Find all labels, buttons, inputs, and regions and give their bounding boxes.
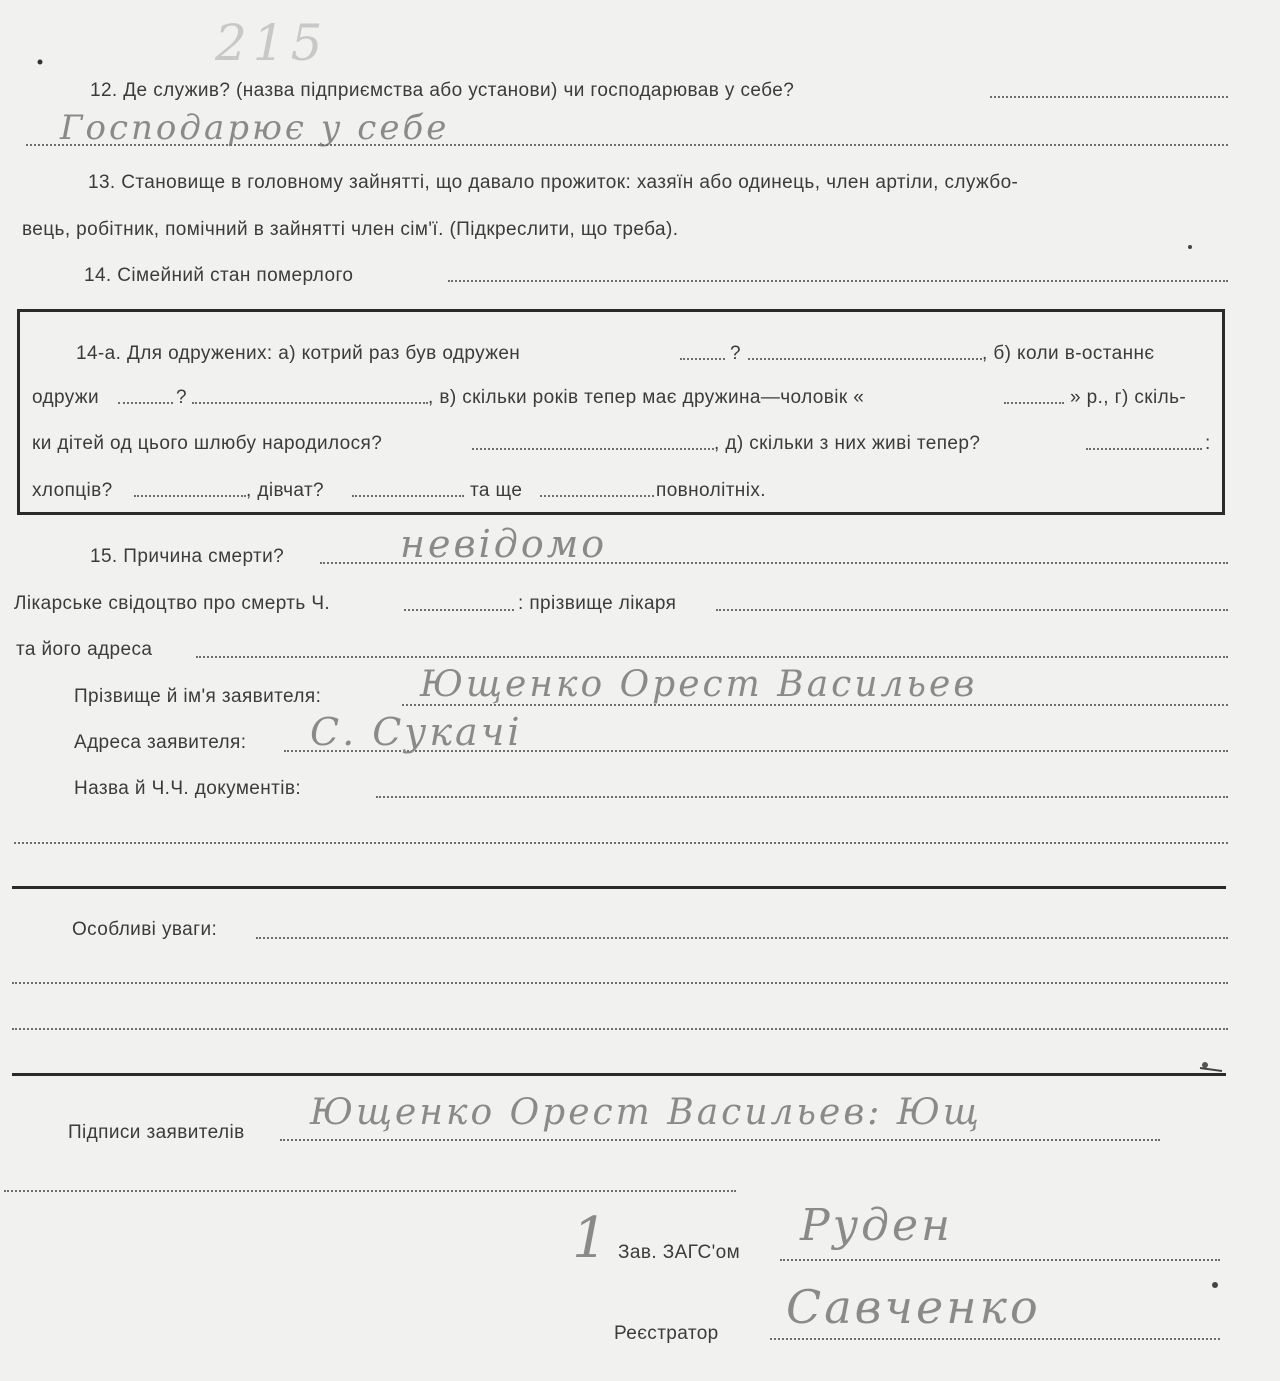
q14a-l4-d: повнолітніх. (656, 480, 766, 501)
left-pencil-mark: 1 (572, 1206, 611, 1271)
q14a-l3-c: : (1205, 433, 1211, 454)
med-cert-label: Лікарське свідоцтво про смерть Ч. (14, 593, 331, 614)
q14a-l2-b: , в) скільки років тепер має дружина—чоловік « (428, 387, 865, 408)
q14a-l3-b: , д) скільки з них живі тепер? (714, 433, 981, 454)
q14a-l4-a: хлопців? (32, 480, 113, 501)
notes-label: Особливі уваги: (72, 919, 218, 940)
zags-signature-handwritten: Руден (800, 1200, 954, 1251)
q15-label: 15. Причина смерти? (90, 546, 285, 567)
registrar-label: Реєстратор (614, 1323, 719, 1344)
doctor-address-label: та його адреса (16, 639, 153, 660)
med-doctor-label: : прізвище лікаря (518, 593, 677, 614)
q14a-l2-a: одружи (32, 387, 100, 408)
q14a-l1-a: 14-а. Для одружених: а) котрий раз був одружен (76, 343, 521, 364)
q14a-l4-b: , дівчат? (246, 480, 325, 501)
q14-label: 14. Сімейний стан померлого (84, 265, 354, 286)
q12-label: 12. Де служив? (назва підприємства або установи) чи господарював у себе? (90, 80, 795, 101)
q14a-l3-a: ки дітей од цього шлюбу народилося? (32, 433, 383, 454)
applicant-name-handwritten: Ющенко Орест Васильев (420, 664, 978, 705)
signatures-label: Підписи заявителів (68, 1122, 245, 1143)
q14a-l2-c: » р., г) скіль- (1070, 387, 1187, 408)
q14a-l2-q: ? (176, 387, 187, 408)
q12-handwritten-answer: Господарює у себе (60, 108, 450, 148)
applicant-address-handwritten: С. Сукачі (310, 710, 523, 754)
q14a-l1-b: , б) коли в-останнє (982, 343, 1155, 364)
q13-line1: 13. Становище в головному зайнятті, що давало прожиток: хазяїн або одинець, член артіли, службо- (88, 172, 1019, 193)
zags-label: Зав. ЗАГС'ом (618, 1242, 741, 1263)
applicant-signature-handwritten: Ющенко Орест Васильев: Ющ (310, 1092, 982, 1133)
q13-line2: вець, робітник, помічний в зайнятті член сім'ї. (Підкреслити, що треба). (22, 219, 679, 240)
documents-label: Назва й Ч.Ч. документів: (74, 778, 302, 799)
top-pencil-number: 215 (215, 14, 329, 72)
applicant-name-label: Прізвище й ім'я заявителя: (74, 686, 322, 707)
q14a-l1-q: ? (730, 343, 741, 364)
registrar-signature-handwritten: Савченко (786, 1280, 1041, 1334)
q15-handwritten-answer: невідомо (400, 522, 608, 566)
applicant-address-label: Адреса заявителя: (74, 732, 247, 753)
q14a-l4-c: та ще (470, 480, 523, 501)
